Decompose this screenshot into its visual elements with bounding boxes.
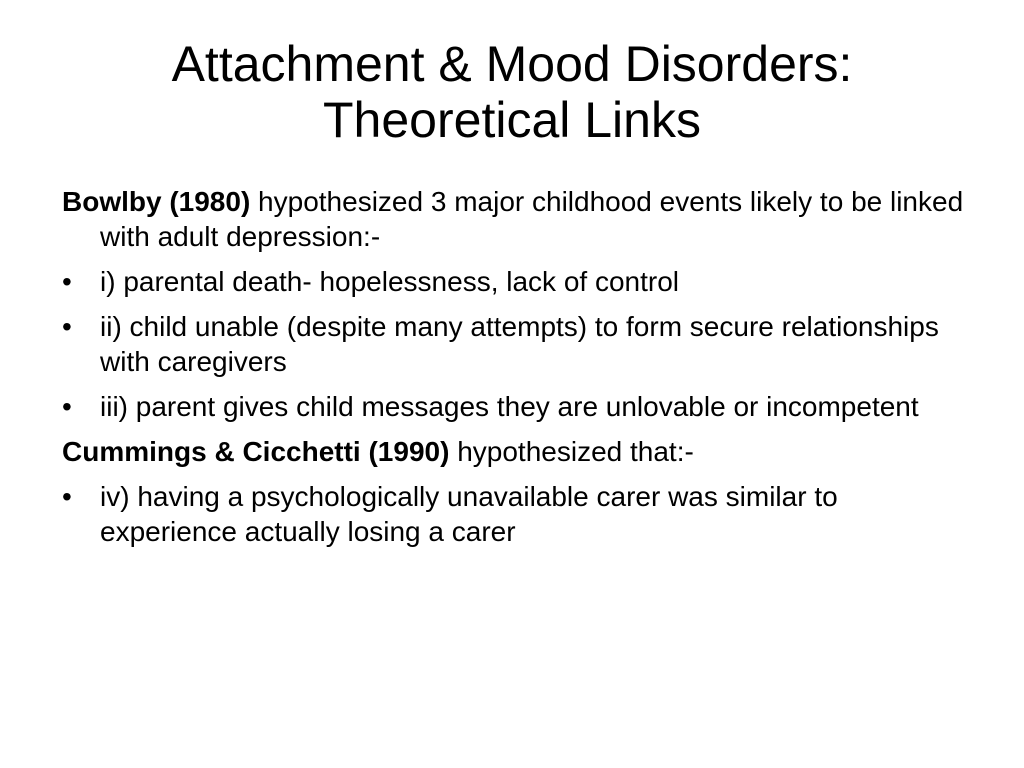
bowlby-text: hypothesized 3 major childhood events likely to be linked with adult depression:- [100, 186, 964, 252]
cummings-paragraph [62, 434, 982, 469]
bullet-item-unlovable-messages [62, 389, 982, 424]
slide-body [62, 184, 982, 559]
slide-title [40, 36, 984, 148]
cummings-text: hypothesized that:- [449, 436, 694, 467]
bullet-item-insecure-relationships [62, 309, 982, 379]
cummings-citation: Cummings & Cicchetti (1990) [62, 436, 450, 467]
slide-title-line-2: Theoretical Links [323, 92, 701, 148]
bullet-item-parental-death [62, 264, 982, 299]
bullet-icon: • [62, 481, 72, 512]
bowlby-paragraph [62, 184, 982, 254]
bullet-text: ii) child unable (despite many attempts) to form secure relationships with caregivers [100, 311, 939, 377]
bullet-icon: • [62, 266, 72, 297]
bullet-text: iii) parent gives child messages they are unlovable or incompetent [100, 391, 919, 422]
bullet-item-unavailable-carer [62, 479, 982, 549]
bullet-text: i) parental death- hopelessness, lack of control [100, 266, 679, 297]
bullet-text: iv) having a psychologically unavailable carer was similar to experience actually losing a carer [100, 481, 838, 547]
bullet-icon: • [62, 311, 72, 342]
slide-title-line-1: Attachment & Mood Disorders: [171, 36, 853, 92]
bullet-icon: • [62, 391, 72, 422]
bowlby-citation: Bowlby (1980) [62, 186, 251, 217]
